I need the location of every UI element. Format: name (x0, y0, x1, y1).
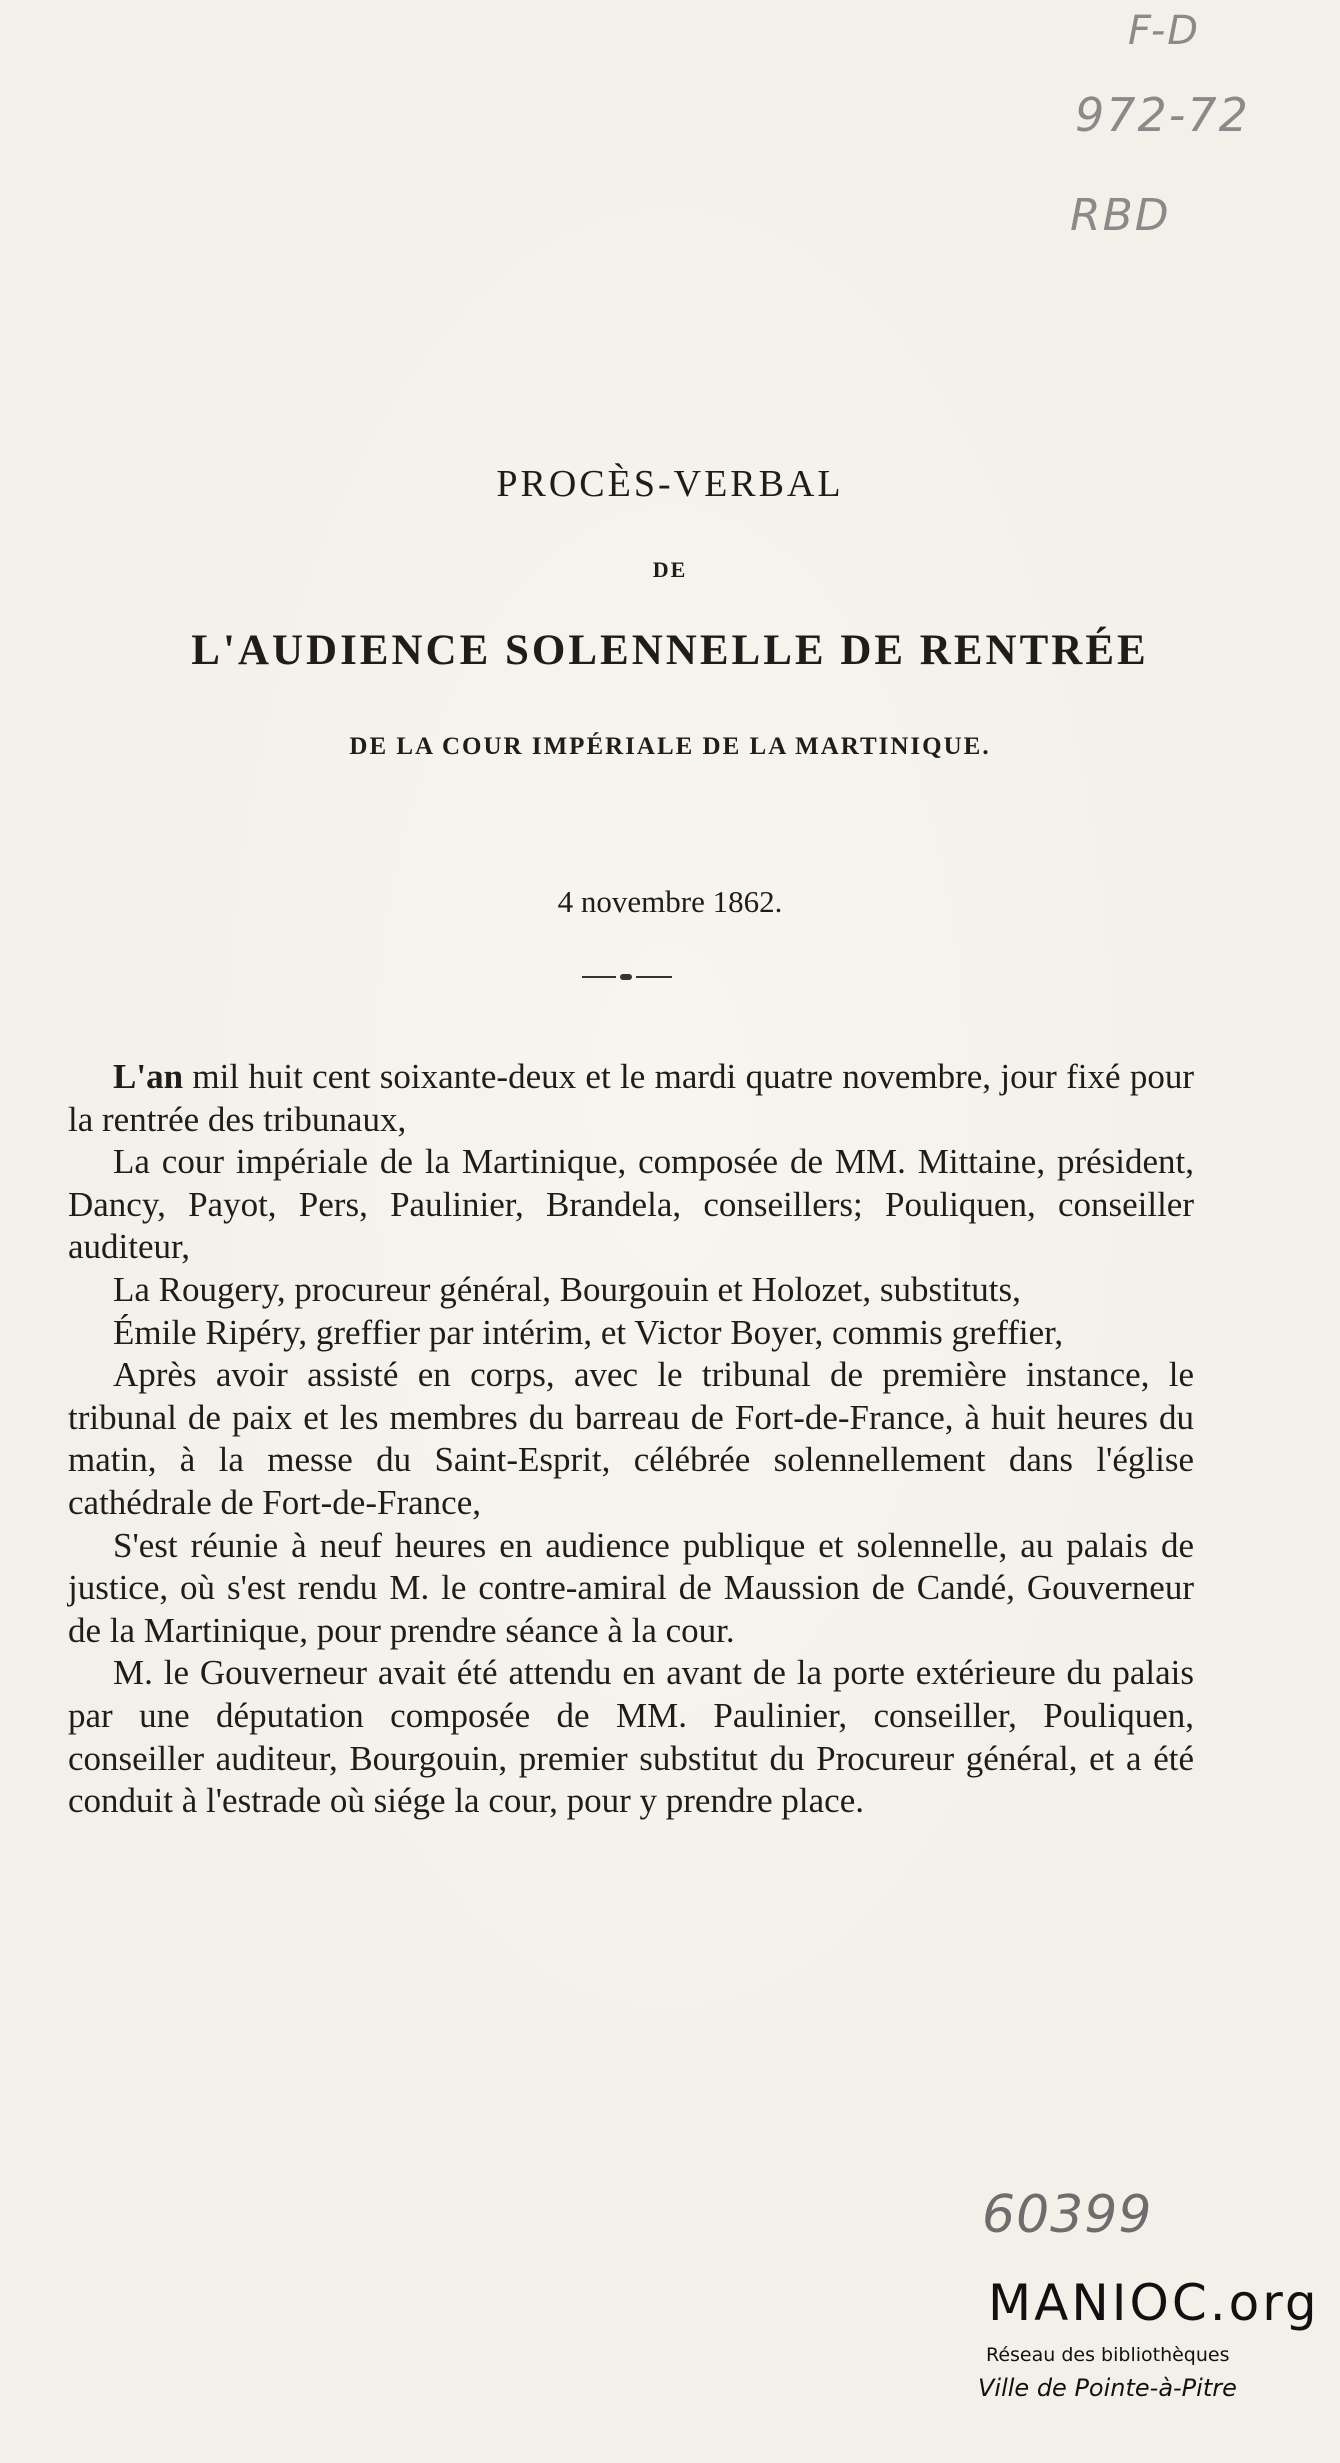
body-text (68, 1056, 1194, 1823)
handwritten-number: 60399 (982, 2185, 1153, 2245)
shelfmark-top: F-D (1128, 8, 1201, 54)
paragraph-mass: Après avoir assisté en corps, avec le tribunal de première instance, le tribunal de paix et les membres du barreau de Fort-de-France, à huit heures du matin, à la messe du Saint-Esprit, célébrée solennellement dans l'église cathédrale de Fort-de-France, (68, 1355, 1194, 1522)
paragraph-prosecutors: La Rougery, procureur général, Bourgouin et Holozet, substituts, (113, 1269, 1021, 1309)
opening-rest: mil huit cent soixante-deux et le mardi quatre novembre, jour fixé pour la rentrée des tribunaux, (68, 1057, 1194, 1139)
manioc-logo: MANIOC.org (988, 2274, 1320, 2332)
paragraph-hearing: S'est réunie à neuf heures en audience publique et solennelle, au palais de justice, où s'est rendu M. le contre-amiral de Maussion de Candé, Gouverneur de la Martinique, pour prendre séance à la cour. (68, 1525, 1194, 1650)
document-title: PROCÈS-VERBAL (496, 463, 844, 505)
library-city: Ville de Pointe-à-Pitre (978, 2374, 1237, 2402)
ornament-divider (582, 974, 672, 980)
paragraph-opening (68, 1056, 1194, 1141)
paragraph-governor: M. le Gouverneur avait été attendu en avant de la porte extérieure du palais par une députation composée de MM. Paulinier, conseiller, Pouliquen, conseiller auditeur, Bourgouin, premier substitut du Procureur général, et a été conduit à l'estrade où siége la cour, pour y prendre place. (68, 1653, 1194, 1821)
shelfmark-code: RBD (1070, 190, 1171, 241)
opening-words: L'an (113, 1057, 184, 1096)
court-name: DE LA COUR IMPÉRIALE DE LA MARTINIQUE. (349, 733, 991, 760)
document-date: 4 novembre 1862. (557, 884, 783, 919)
document-subject: L'AUDIENCE SOLENNELLE DE RENTRÉE (191, 627, 1149, 674)
paragraph-clerks: Émile Ripéry, greffier par intérim, et Victor Boyer, commis greffier, (113, 1312, 1064, 1352)
shelfmark-number: 972-72 (1075, 88, 1250, 142)
title-preposition: DE (652, 557, 688, 582)
paragraph-court-composition: La cour impériale de la Martinique, composée de MM. Mittaine, président, Dancy, Payot, Pers, Paulinier, Brandela, conseillers; Pouliquen, conseiller auditeur, (68, 1142, 1194, 1267)
library-network: Réseau des bibliothèques (986, 2344, 1230, 2366)
